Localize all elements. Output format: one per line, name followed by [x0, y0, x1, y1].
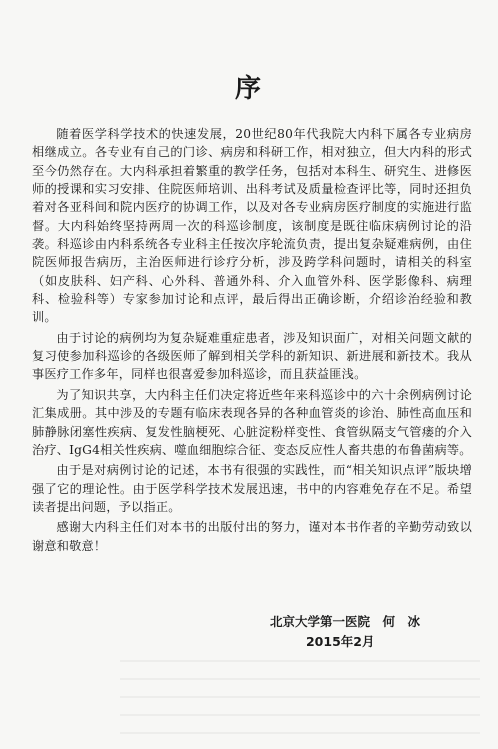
paragraph-2: 由于讨论的病例均为复杂疑难重症患者，涉及知识面广，对相关问题文献的复习使参加科巡诊的各级医师了解到相关学科的新知识、新进展和新技术。我从事医疗工作多年，同样也很喜爱参加科巡诊，而且获益匪浅。 — [32, 330, 472, 382]
signature-date: 2015年2月 — [305, 634, 375, 649]
page-title: 序 — [234, 74, 263, 104]
show-through-texture — [120, 648, 480, 743]
preface-body — [32, 125, 472, 557]
paragraph-3: 为了知识共享，大内科主任们决定将近些年来科巡诊中的六十余例病例讨论汇集成册。其中涉及的专题有临床表现各异的各种血管炎的诊治、肺性高血压和肺静脉闭塞性疾病、复发性脑梗死、心脏淀粉样变性、食管纵隔支气管瘘的介入治疗、IgG4相关性疾病、噬血细胞综合征、变态反应性人畜共患的布鲁菌病等。 — [32, 387, 472, 457]
paragraph-1: 随着医学科学技术的快速发展，20世纪80年代我院大内科下属各专业病房相继成立。各专业有自己的门诊、病房和科研工作，相对独立，但大内科的形式至今仍然存在。大内科承担着繁重的教学任务，包括对本科生、研究生、进修医师的授课和实习安排、住院医师培训、出科考试及质量检查评比等，同时还担负着对各亚科间和院内医疗的协调工作，以及对各专业病房医疗制度的实施进行监督。大内科始终坚持两周一次的科巡诊制度，该制度是既往临床病例讨论的沿袭。科巡诊由内科系统各专业科主任按次序轮流负责，提出复杂疑难病例，由住院医师报告病历，主治医师进行诊疗分析，涉及跨学科问题时，请相关的科室（如皮肤科、妇产科、心外科、普通外科、介入血管外科、医学影像科、病理科、检验科等）专家参加讨论和点评，最后得出正确诊断，介绍诊治经验和教训。 — [32, 127, 472, 325]
paragraph-4: 由于是对病例讨论的记述，本书有很强的实践性，而“相关知识点评”版块增强了它的理论性。由于医学科学技术发展迅速，书中的内容难免存在不足。希望读者提出问题，予以指正。 — [32, 463, 472, 514]
paragraph-5: 感谢大内科主任们对本书的出版付出的努力，谨对本书作者的辛勤劳动致以谢意和敬意！ — [32, 520, 472, 553]
signature-author: 北京大学第一医院 何 冰 — [269, 614, 420, 629]
signature-block — [270, 612, 420, 652]
